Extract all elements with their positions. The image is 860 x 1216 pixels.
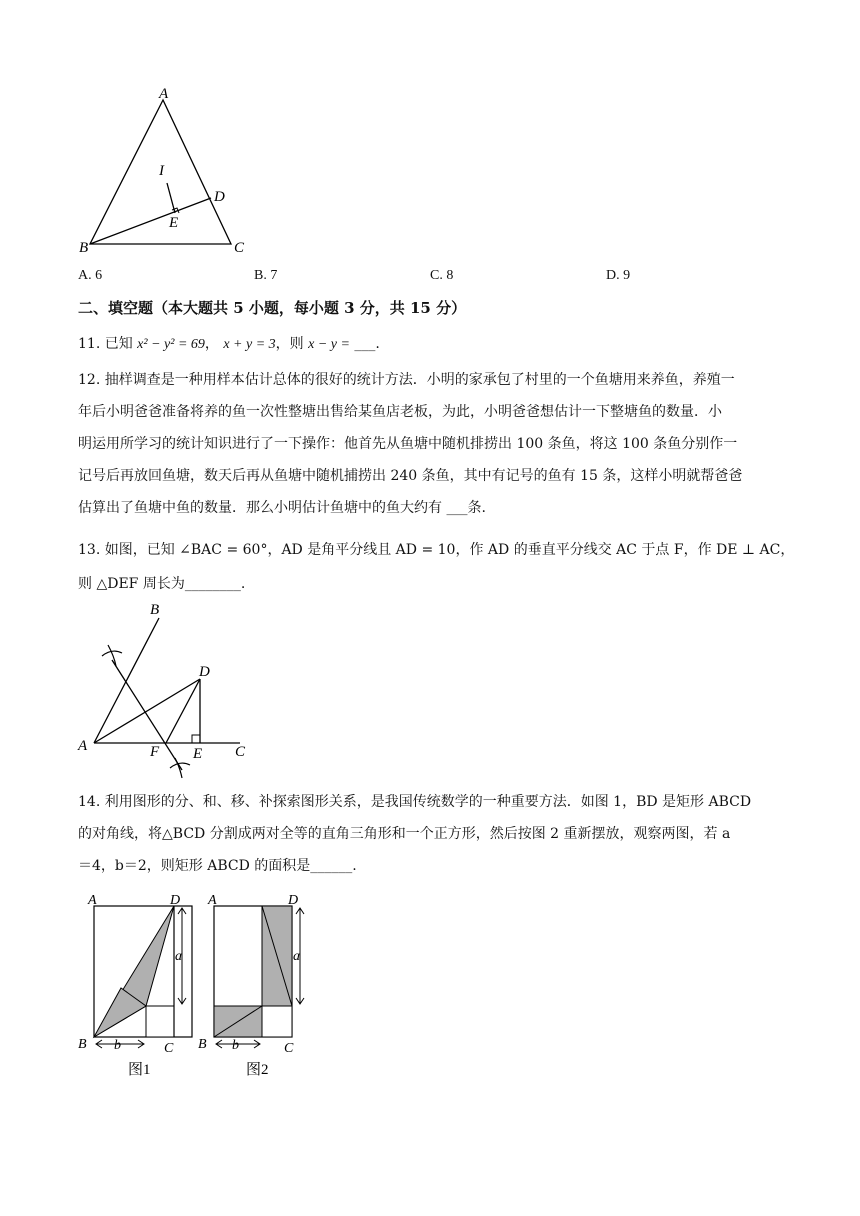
q14-fig1-label-d: D — [170, 893, 181, 908]
q10-label-e: E — [169, 215, 179, 231]
q11-number: 11. — [78, 336, 101, 352]
q12-line: 年后小明爸爸准备将养的鱼一次性整塘出售给某鱼店老板，为此，小明爸爸想估计一下整塘鱼的数量．小 — [78, 404, 722, 420]
q14-fig2-label-a-length: a — [293, 949, 300, 964]
q14-fig1-caption: 图1 — [128, 1062, 151, 1078]
q11-sep-2: ，则 — [275, 336, 304, 352]
q11-equation-3: x − y = — [308, 337, 350, 352]
q14-fig2-label-b: B — [198, 1037, 207, 1052]
q10-label-c: C — [234, 240, 245, 256]
question-11 — [78, 334, 380, 355]
q11-sep-1: ， — [204, 336, 219, 352]
q13-label-c: C — [235, 744, 246, 760]
q11-equation-2: x + y = 3 — [223, 337, 276, 352]
q11-answer-blank: ___ — [354, 336, 376, 352]
q14-fig2-caption: 图2 — [246, 1062, 269, 1078]
q13-label-f: F — [150, 744, 160, 760]
q11-prefix: 已知 — [104, 336, 133, 352]
q10-option-c: C. 8 — [430, 268, 454, 283]
question-14 — [78, 786, 790, 882]
q14-fig1-label-b: B — [78, 1037, 87, 1052]
q13-label-d: D — [199, 664, 210, 680]
q13-line-1: 13. 如图，已知 ∠BAC = 60°，AD 是角平分线且 AD = 10，作 AD 的垂直平分线交 AC 于点 F，作 DE ⊥ AC， — [78, 542, 795, 558]
q13-figure — [72, 598, 262, 783]
q14-line: 14. 利用图形的分、和、移、补探索图形关系，是我国传统数学的一种重要方法．如图 1，BD 是矩形 ABCD — [78, 794, 752, 810]
q10-option-b: B. 7 — [254, 268, 278, 283]
q12-line: 明运用所学习的统计知识进行了一下操作：他首先从鱼塘中随机排捞出 100 条鱼，将这 100 条鱼分别作一 — [78, 436, 738, 452]
q12-line: 12. 抽样调查是一种用样本估计总体的很好的统计方法．小明的家承包了村里的一个鱼塘用来养鱼，养殖一 — [78, 372, 735, 388]
section2-heading: 二、填空题（本大题共 5 小题，每小题 3 分，共 15 分） — [78, 299, 467, 317]
q10-label-d: D — [214, 189, 225, 205]
question-12 — [78, 364, 790, 524]
q14-fig1-label-b-length: b — [114, 1038, 121, 1053]
q11-end: . — [375, 336, 380, 352]
q10-label-a: A — [159, 86, 169, 102]
q10-label-b: B — [79, 240, 89, 256]
q12-line: 估算出了鱼塘中鱼的数量．那么小明估计鱼塘中的鱼大约有 ___条. — [78, 500, 486, 516]
q14-fig1-label-a-length: a — [175, 949, 182, 964]
q14-fig2-label-d: D — [288, 893, 299, 908]
q12-line: 记号后再放回鱼塘，数天后再从鱼塘中随机捕捞出 240 条鱼，其中有记号的鱼有 15 条，这样小明就帮爸爸 — [78, 468, 743, 484]
q11-equation-1: x² − y² = 69 — [137, 337, 205, 352]
q10-option-a: A. 6 — [78, 268, 103, 283]
q14-fig1-label-a: A — [88, 893, 97, 908]
q14-figure-2 — [196, 888, 316, 1083]
q13-label-b: B — [150, 602, 160, 618]
q14-figure-1 — [76, 888, 196, 1083]
q13-line-2: 则 △DEF 周长为________. — [78, 576, 246, 592]
q14-fig2-label-c: C — [284, 1041, 294, 1056]
q14-line: 的对角线，将△BCD 分割成两对全等的直角三角形和一个正方形，然后按图 2 重新摆放，观察两图，若 a — [78, 826, 731, 842]
q10-option-d: D. 9 — [606, 268, 631, 283]
q14-fig2-label-a: A — [208, 893, 217, 908]
q13-label-a: A — [78, 738, 88, 754]
q14-fig1-label-c: C — [164, 1041, 174, 1056]
q14-line: ＝4，b＝2，则矩形 ABCD 的面积是______. — [78, 858, 357, 874]
q14-fig2-label-b-length: b — [232, 1038, 239, 1053]
q10-label-i: I — [159, 163, 164, 179]
q10-triangle-figure — [76, 82, 256, 258]
q13-label-e: E — [193, 746, 203, 762]
